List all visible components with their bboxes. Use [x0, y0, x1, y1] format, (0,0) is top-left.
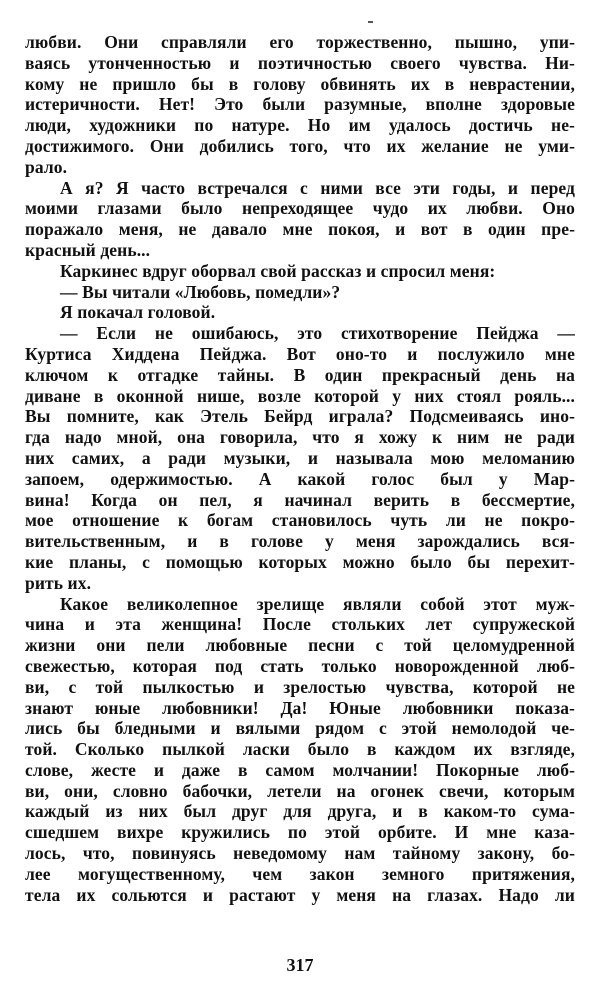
- text-line: вительственным, и в голове у меня зарождались вся-: [25, 531, 575, 552]
- text-line: вина! Когда он пел, я начинал верить в бессмертие,: [25, 489, 575, 510]
- text-line: А я? Я часто встречался с ними все эти годы, и перед: [60, 177, 575, 198]
- paragraph: [25, 261, 575, 282]
- text-line: Каркинес вдруг оборвал свой рассказ и спросил меня:: [60, 260, 496, 281]
- text-line: лее могущественному, чем закон земного притяжения,: [25, 863, 575, 884]
- text-line: ключом к отгадке тайны. В один прекрасный день на: [25, 364, 575, 385]
- text-line: Куртиса Хиддена Пейджа. Вот оно-то и послужило мне: [25, 343, 575, 364]
- scan-speck: [368, 21, 373, 23]
- paragraph: [25, 282, 575, 303]
- text-line: люди, художники по натуре. Но им удалось достичь не-: [25, 115, 575, 136]
- text-line: сшедшем вихре кружились по этой орбите. И мне каза-: [25, 822, 575, 843]
- text-line: Какое великолепное зрелище являли собой этот муж-: [60, 593, 575, 614]
- text-line: поражало меня, не давало мне покоя, и вот в один пре-: [25, 219, 575, 240]
- text-line: рало.: [25, 156, 68, 177]
- text-line: кому не пришло бы в голову обвинять их в неврастении,: [25, 73, 575, 94]
- page-number: 317: [286, 955, 314, 975]
- paragraph: [25, 594, 575, 906]
- text-line: жизни они пели любовные песни с той целомудренной: [25, 635, 575, 656]
- text-line: истеричности. Нет! Это были разумные, вполне здоровые: [25, 94, 575, 115]
- text-line: достижимого. Они добились того, что их желание не уми-: [25, 135, 575, 156]
- text-line: любви. Они справляли его торжественно, пышно, упи-: [25, 32, 575, 52]
- text-line: кие планы, с помощью которых можно было бы перехит-: [25, 551, 575, 572]
- text-line: — Если не ошибаюсь, это стихотворение Пейджа —: [60, 323, 575, 344]
- text-line: мое отношение к богам становилось чуть ли не покро-: [25, 510, 575, 531]
- text-line: лось, что, повинуясь неведомому нам тайному закону, бо-: [25, 843, 575, 864]
- text-line: знают юные любовники! Да! Юные любовники показа-: [25, 697, 575, 718]
- text-line: моими глазами было непреходящее чудо их любви. Оно: [25, 198, 575, 219]
- text-line: гда надо мной, она говорила, что я хожу к ним не ради: [25, 427, 575, 448]
- text-line: ви, они, словно бабочки, летели на огонек свечи, которым: [25, 780, 575, 801]
- text-line: рить их.: [25, 572, 92, 593]
- text-line: диване в оконной нише, возле которой у них стоял рояль...: [25, 385, 575, 406]
- text-line: ваясь утонченностью и поэтичностью своего чувства. Ни-: [25, 52, 575, 73]
- paragraph: [25, 323, 575, 593]
- text-line: тела их сольются и растают у меня на глазах. Надо ли: [25, 884, 575, 905]
- text-line: чина и эта женщина! После стольких лет супружеской: [25, 614, 575, 635]
- text-line: той. Сколько пылкой ласки было в каждом их взгляде,: [25, 739, 575, 760]
- text-line: запоем, одержимостью. А какой голос был у Мар-: [25, 468, 575, 489]
- text-line: красный день...: [25, 239, 151, 260]
- text-line: Я покачал головой.: [60, 302, 216, 323]
- paragraph: [25, 302, 575, 323]
- paragraph: [25, 32, 575, 178]
- text-line: каждый из них был друг для друга, и в каком-то сума-: [25, 801, 575, 822]
- text-line: — Вы читали «Любовь, помедли»?: [60, 281, 341, 302]
- text-line: слове, жесте и даже в самом молчании! Покорные люб-: [25, 759, 575, 780]
- text-line: ви, с той пылкостью и зрелостью чувства, которой не: [25, 676, 575, 697]
- paragraph: [25, 178, 575, 261]
- text-line: свежестью, которая под стать только новорожденной люб-: [25, 655, 575, 676]
- text-line: лись бы бледными и вялыми рядом с этой немолодой че-: [25, 718, 575, 739]
- text-line: них самих, а ради музыки, и называла мою меломанию: [25, 447, 575, 468]
- text-line: Вы помните, как Этель Бейрд играла? Подсмеиваясь ино-: [25, 406, 575, 427]
- book-page-text: [25, 32, 575, 905]
